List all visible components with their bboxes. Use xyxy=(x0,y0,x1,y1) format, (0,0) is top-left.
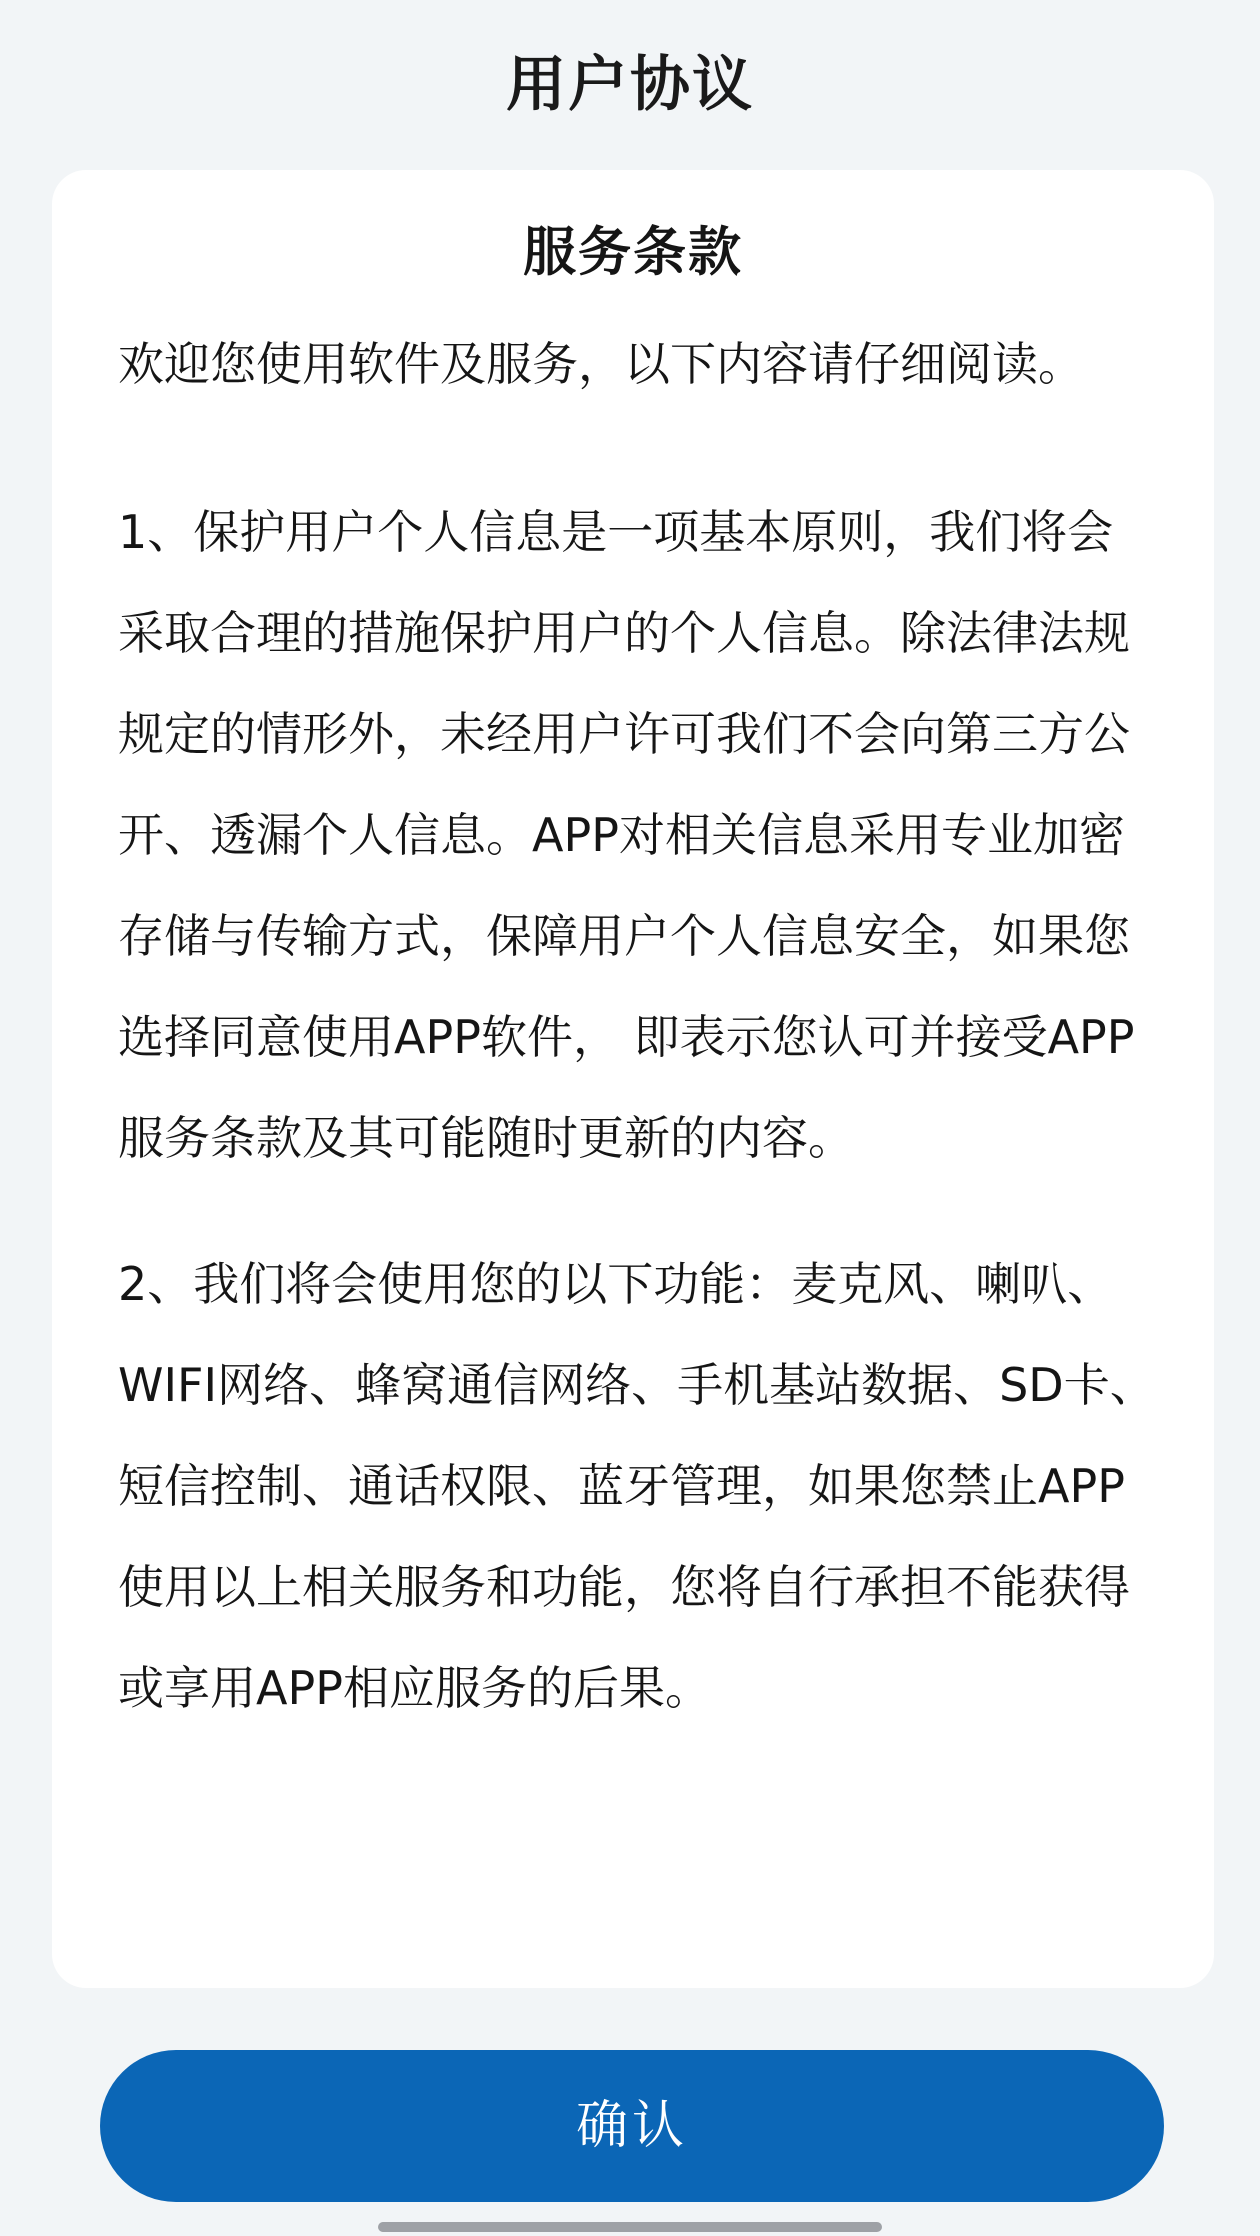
page-title: 用户协议 xyxy=(506,50,754,120)
clause-permissions: 2、我们将会使用您的以下功能：麦克风、喇叭、WIFI网络、蜂窝通信网络、手机基站数据、SD卡、短信控制、通话权限、蓝牙管理，如果您禁止APP使用以上相关服务和功能，您将自行承担不能获得或享用APP相应服务的后果。 xyxy=(118,1257,1156,1715)
card-title: 服务条款 xyxy=(523,222,743,283)
home-indicator[interactable] xyxy=(378,2222,882,2232)
terms-card xyxy=(52,170,1214,1988)
clause-privacy: 1、保护用户个人信息是一项基本原则，我们将会采取合理的措施保护用户的个人信息。除法律法规规定的情形外，未经用户许可我们不会向第三方公开、透漏个人信息。APP对相关信息采用专业加密存储与传输方式，保障用户个人信息安全，如果您选择同意使用APP软件， 即表示您认可并接受APP服务条款及其可能随时更新的内容。 xyxy=(118,505,1135,1165)
intro-text: 欢迎您使用软件及服务，以下内容请仔细阅读。 xyxy=(118,337,1084,391)
confirm-button[interactable]: 确认 xyxy=(100,2050,1164,2202)
